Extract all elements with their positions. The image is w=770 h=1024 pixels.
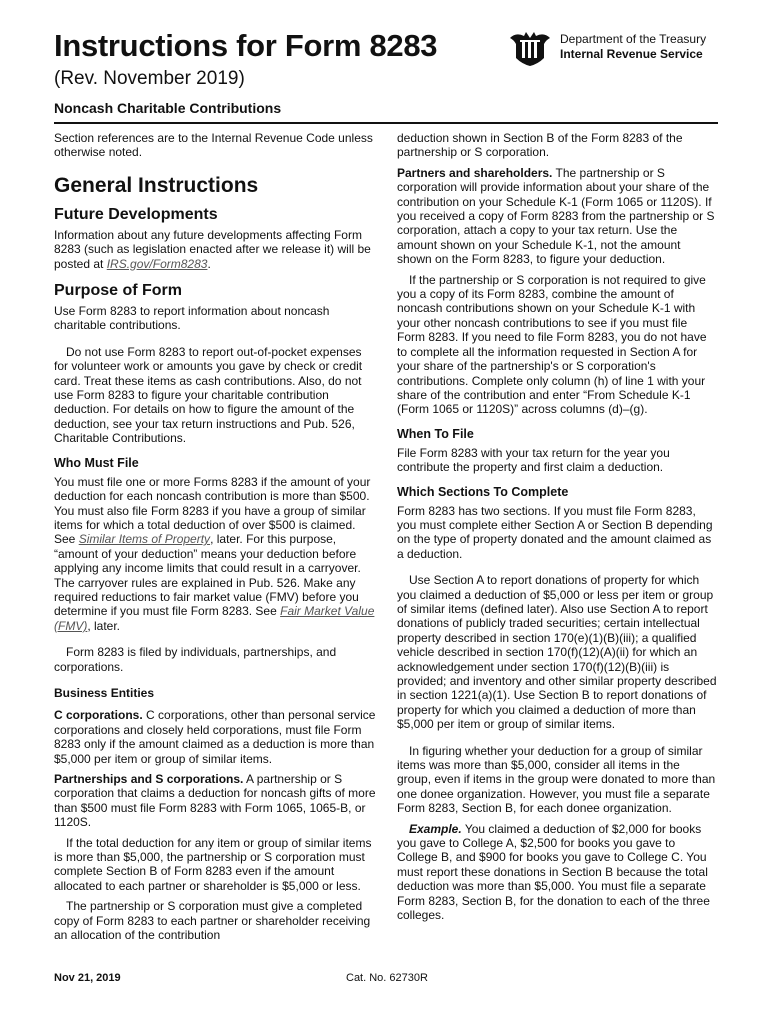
intro-text: Section references are to the Internal Revenue Code unless otherwise noted. <box>54 131 373 160</box>
who-text-c: , later. <box>87 618 121 633</box>
c-corp-text <box>54 708 376 766</box>
future-developments-text <box>54 228 376 271</box>
future-text: Information about any future developments affecting Form 8283 (such as legislation enacted after we release it) will be posted at <box>54 227 371 271</box>
header-rule <box>54 122 718 124</box>
future-end: . <box>207 256 211 271</box>
who-must-file-text-2: Form 8283 is filed by individuals, partnerships, and corporations. <box>54 645 337 674</box>
which-sections-text-2: Use Section A to report donations of property for which you claimed a deduction of $5,000 or less per item or group of similar items (defined later). Also use Section A to report donations of publicly traded securities; certain intellectual property described in section 170(e)(1)(B)(iii); a qualified vehicle described in section 170(f)(12)(A)(ii) for which an acknowledgement under section 170(f)(12)(B)(iii) is provided; and inventory and other similar property described in section 1221(a)(1). Use Section B to report donations of property for which you claimed a deduction of more than $5,000 per item or group of similar items. <box>397 573 717 732</box>
future-developments-heading: Future Developments <box>54 205 218 223</box>
left-column <box>54 131 376 948</box>
who-text-a: You must file one or more Forms 8283 if the amount of your deduction for each noncash contribution is more than $500. You must also file Form 8283 if you have a group of similar items for which a total deduction of over $500 is claimed. See <box>54 474 371 547</box>
irs-eagle-logo-icon <box>508 28 552 68</box>
c-corp-lead: C corporations. <box>54 708 143 723</box>
when-to-file-text: File Form 8283 with your tax return for the year you contribute the property and first claim a deduction. <box>397 445 670 475</box>
partners-shareholders-lead: Partners and shareholders. <box>397 165 553 180</box>
fmv-link[interactable]: Fair Market Value (FMV) <box>54 604 375 633</box>
partners-shareholders-body: The partnership or S corporation will provide information about your share of the contribution on your Schedule K-1 (Form 1065 or 1120S). If you received a copy of Form 8283 from the partnership or S corporation, attach a copy to your tax return. Use the amount shown on your Schedule K-1, not the amount shown on the Form 8283, to figure your deduction. <box>397 165 715 267</box>
catalog-number: Cat. No. 62730R <box>346 972 428 984</box>
form-subtitle: Noncash Charitable Contributions <box>54 100 282 116</box>
footer-date: Nov 21, 2019 <box>54 972 121 984</box>
which-sections-text-1: Form 8283 has two sections. If you must file Form 8283, you must complete either Section A or Section B depending on the type of property donated and the amount claimed as a deduction. <box>397 503 713 561</box>
which-sections-heading: Which Sections To Complete <box>397 484 569 499</box>
agency-name: Internal Revenue Service <box>560 47 703 61</box>
irs-form-link[interactable]: IRS.gov/Form8283 <box>106 256 208 271</box>
c-corp-body: C corporations, other than personal service corporations and closely held corporations, must file Form 8283 only if the amount claimed as a deduction is more than $5,000 per item or group of similar items. <box>54 708 376 766</box>
business-entities-heading: Business Entities <box>54 685 155 700</box>
partnerships-lead: Partnerships and S corporations. <box>54 772 244 786</box>
partners-shareholders-text-2: If the partnership or S corporation is not required to give you a copy of its Form 8283, combine the amount of noncash contributions shown on your Schedule K-1 with your other noncash contributions to see if you must file Form 8283. If you need to file Form 8283, you do not have to complete all the information requested in Section A for your share of the partnership's or S corporation's contributions. Complete only column (h) of line 1 with your share of the contribution and enter “From Schedule K-1 (Form 1065 or 1120S)” across columns (d)–(g). <box>397 272 707 417</box>
when-to-file-heading: When To File <box>397 426 474 441</box>
purpose-heading: Purpose of Form <box>54 282 183 300</box>
who-must-file-heading: Who Must File <box>54 455 139 470</box>
who-text-b: , later. For this purpose, “amount of your deduction” means your deduction before applying any income limits that could result in a carryover. The carryover rules are explained in Pub. 526. Make any required reductions to fair market value (FMV) before you determine if you must file Form 8283. See <box>54 532 361 619</box>
partnerships-text-2: If the total deduction for any item or group of similar items is more than $5,000, the partnership or S corporation must complete Section B of Form 8283 even if the amount allocated to each partner or shareholder is $5,000 or less. <box>54 835 372 893</box>
right-column <box>397 131 717 929</box>
purpose-text-2: Do not use Form 8283 to report out-of-pocket expenses for volunteer work or amounts you gave by check or credit card. Treat these items as cash contributions. Also, do not use Form 8283 to figure your charitable contribution deduction. For details on how to figure the amount of the deduction, see your tax return instructions and Pub. 526, Charitable Contributions. <box>54 344 363 446</box>
example-lead: Example. <box>409 821 462 836</box>
example-text <box>397 822 717 923</box>
general-instructions-heading: General Instructions <box>54 173 259 197</box>
purpose-text-1: Use Form 8283 to report information about noncash charitable contributions. <box>54 304 330 333</box>
who-must-file-text <box>54 475 376 633</box>
department-name: Department of the Treasury <box>560 32 707 46</box>
partnerships-text-3: The partnership or S corporation must give a completed copy of Form 8283 to each partner or shareholder receiving an allocation of the contribution <box>54 899 371 943</box>
similar-items-link[interactable]: Similar Items of Property <box>78 532 211 547</box>
partners-shareholders-text <box>397 166 717 267</box>
partnerships-text <box>54 772 376 830</box>
example-body: You claimed a deduction of $2,000 for books you gave to College A, $2,500 for books you gave to College B, and $900 for books you gave to College C. You must report these donations in Section B because the total deduction was more than $5,000. You must file a separate Form 8283, Section B, for the donation to each of the three colleges. <box>397 821 710 923</box>
continued-text: deduction shown in Section B of the Form 8283 of the partnership or S corporation. <box>397 131 683 160</box>
revision-date: (Rev. November 2019) <box>54 68 245 89</box>
which-sections-text-3: In figuring whether your deduction for a group of similar items was more than $5,000, consider all items in the group, even if items in the group were donated to more than one donee organization. However, you must file a separate Form 8283, Section B, for each donee organization. <box>397 743 716 816</box>
partnerships-body: A partnership or S corporation that claims a deduction for noncash gifts of more than $500 must file Form 8283 with Form 1065, 1065-B, or 1120S. <box>54 772 376 830</box>
page-title: Instructions for Form 8283 <box>54 28 438 63</box>
